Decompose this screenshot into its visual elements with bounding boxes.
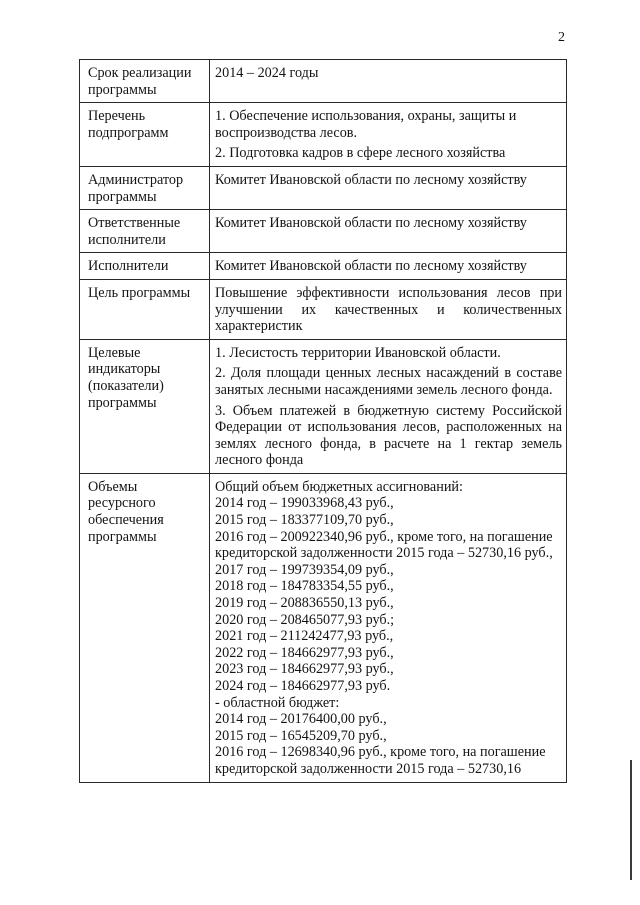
row-label: Ответственные исполнители [80,210,210,253]
table-row [80,473,567,782]
table-row [80,103,567,167]
funding-line: 2016 год – 12698340,96 руб., кроме того, на погашение кредиторской задолженности 2015 года – 52730,16 [215,744,546,777]
row-label: Перечень подпрограмм [80,103,210,167]
row-label: Целевые индикаторы (показатели) программы [80,339,210,473]
table-row [80,210,567,253]
table-row [80,166,567,209]
row-value [210,60,567,103]
funding-line: 2020 год – 208465077,93 руб.; [215,611,395,628]
paragraph: 2. Доля площади ценных лесных насаждений в составе занятых лесными насаждениями земель лесного фонда. [215,365,562,398]
table-row [80,339,567,473]
funding-line: 2019 год – 208836550,13 руб., [215,595,394,612]
page-number: 2 [558,30,565,45]
row-value [210,210,567,253]
row-value [210,103,567,167]
funding-line: Общий объем бюджетных ассигнований: [215,478,463,495]
funding-line: 2018 год – 184783354,55 руб., [215,578,394,595]
paragraph: 3. Объем платежей в бюджетную систему Российской Федерации от использования лесов, расположенных на землях лесного фонда, в расчете на 1 гектар земель лесного фонда [215,402,562,469]
row-label: Администратор программы [80,166,210,209]
paragraph: 2. Подготовка кадров в сфере лесного хозяйства [215,145,506,162]
table-row [80,60,567,103]
paragraph: 1. Лесистость территории Ивановской области. [215,344,501,361]
row-value [210,166,567,209]
funding-line: 2022 год – 184662977,93 руб., [215,644,394,661]
funding-line: 2015 год – 183377109,70 руб., [215,512,394,529]
funding-line: 2021 год – 211242477,93 руб., [215,628,394,645]
funding-line: 2015 год – 16545209,70 руб., [215,727,387,744]
paragraph: Комитет Ивановской области по лесному хозяйству [215,171,527,188]
funding-line: 2024 год – 184662977,93 руб. [215,678,391,694]
table-row [80,253,567,280]
program-passport-table [79,59,567,783]
paragraph: Комитет Ивановской области по лесному хозяйству [215,215,527,232]
funding-line: 2023 год – 184662977,93 руб., [215,661,394,678]
row-label: Исполнители [80,253,210,280]
paragraph: Комитет Ивановской области по лесному хозяйству [215,258,527,275]
table-row [80,279,567,339]
funding-line: - областной бюджет: [215,694,340,711]
row-label: Цель программы [80,279,210,339]
funding-line: 2017 год – 199739354,09 руб., [215,561,394,578]
row-value [210,473,567,782]
row-label: Срок реализации программы [80,60,210,103]
row-value [210,339,567,473]
funding-line: 2014 год – 20176400,00 руб., [215,711,387,728]
row-label: Объемы ресурсного обеспечения программы [80,473,210,782]
funding-line: 2016 год – 200922340,96 руб., кроме того, на погашение кредиторской задолженности 2015 года – 52730,16 руб., [215,528,553,562]
margin-scan-line [630,760,632,880]
paragraph: Повышение эффективности использования лесов при улучшении их качественных и количественных характеристик [215,284,562,335]
funding-line: 2014 год – 199033968,43 руб., [215,495,394,512]
row-value [210,279,567,339]
paragraph: 2014 – 2024 годы [215,65,319,81]
paragraph: 1. Обеспечение использования, охраны, защиты и воспроизводства лесов. [215,108,517,141]
row-value [210,253,567,280]
